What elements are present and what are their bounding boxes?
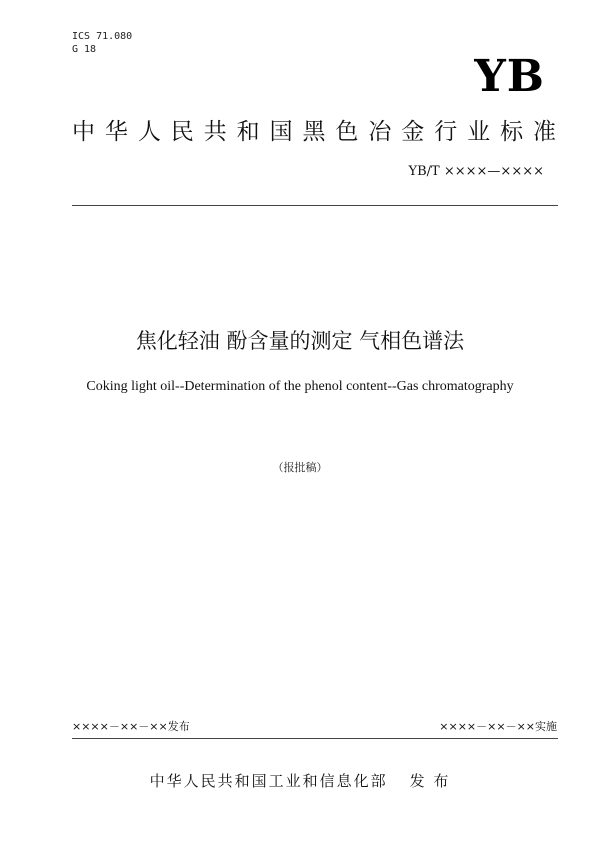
top-divider (72, 205, 558, 206)
issue-word: 发 布 (409, 772, 451, 790)
standard-category: 中华人民共和国黑色冶金行业标准 (72, 119, 558, 145)
issuer-line (0, 770, 600, 792)
effective-date: ××××－××－××实施 (439, 720, 557, 733)
issue-date: ××××－××－××发布 (72, 720, 190, 733)
standard-logo: YB (474, 51, 545, 102)
issuer-name: 中华人民共和国工业和信息化部 (149, 772, 388, 790)
standard-number: YB/T ××××—×××× (408, 164, 544, 179)
bottom-divider (72, 738, 558, 739)
title-chinese: 焦化轻油 酚含量的测定 气相色谱法 (135, 329, 465, 353)
title-english: Coking light oil--Determination of the phenol content--Gas chromatography (86, 379, 514, 394)
classification-codes (72, 30, 132, 56)
ccs-code: G 18 (72, 44, 97, 55)
draft-status: （报批稿） (272, 461, 328, 474)
ics-code: ICS 71.080 (72, 31, 133, 42)
